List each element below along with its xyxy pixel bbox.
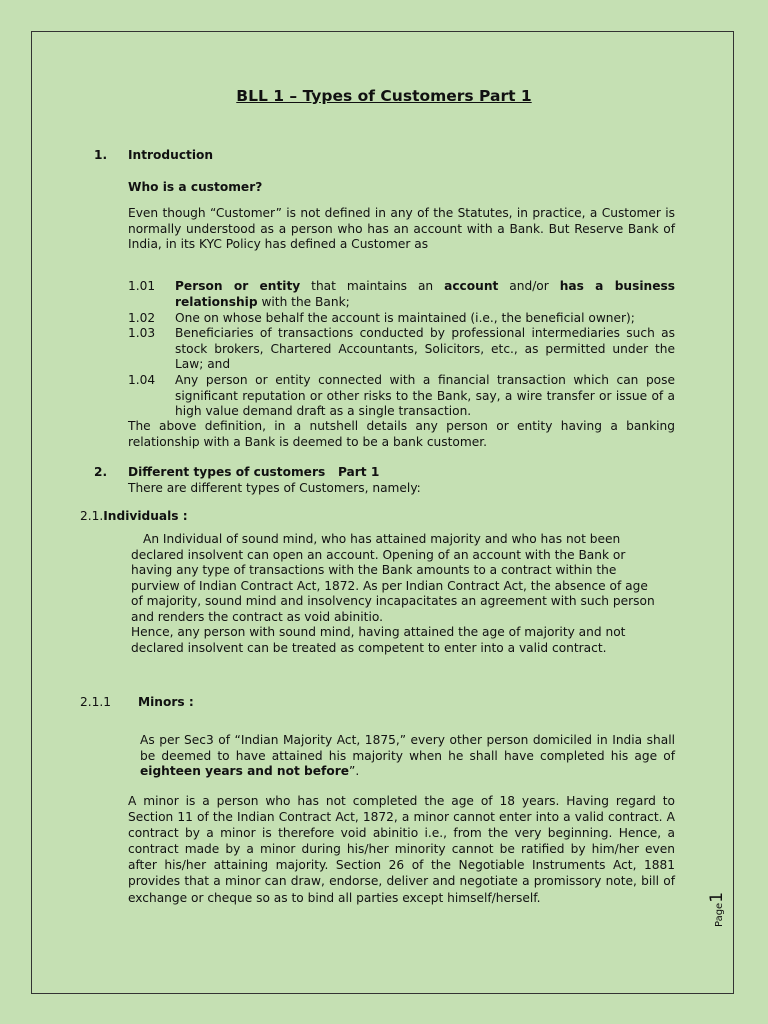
- item-text: Beneficiaries of transactions conducted by professional intermediaries such as stock brokers, Chartered Accountants, Solicitors, etc., as permitted under the Law; and: [175, 326, 675, 372]
- page-number-label: [707, 891, 751, 927]
- section-2-1-number: 2.1.: [80, 509, 104, 523]
- item-fragment: that maintains an: [300, 279, 445, 293]
- bold-phrase: has a business relationship: [175, 279, 675, 309]
- section-2-number: 2.: [94, 465, 108, 479]
- item-text: Any person or entity connected with a financial transaction which can pose significant reputation or other risks to the Bank, say, a wire transfer or issue of a high value demand draft as a single transaction.: [175, 373, 675, 419]
- document-title: BLL 1 – Types of Customers Part 1: [236, 87, 532, 105]
- section-2-heading: Different types of customers Part 1: [128, 465, 380, 479]
- page-word: Page: [714, 902, 725, 927]
- section-2-intro: There are different types of Customers, namely:: [128, 481, 421, 495]
- quote-end: ”.: [349, 764, 360, 779]
- individuals-paragraph-2: Hence, any person with sound mind, having attained the age of majority and not declared insolvent can be treated as competent to enter into a valid contract.: [131, 625, 626, 655]
- section-2-1-1-heading: Minors :: [138, 695, 194, 709]
- section-2-1-heading: [80, 509, 188, 525]
- bold-phrase: Person or entity: [175, 279, 301, 293]
- list-item: [0, 326, 768, 373]
- individuals-paragraph: An Individual of sound mind, who has attained majority and who has not been declared insolvent can open an account. Opening of an account with the Bank or having any type of transactions with the Bank amounts to a contract within the purview of Indian Contract Act, 1872. As per Indian Contract Act, the absence of age of majority, sound mind and insolvency incapacitates an agreement with such person and renders the contract as void abinitio.: [131, 532, 655, 624]
- section-1-paragraph: Even though “Customer” is not defined in any of the Statutes, in practice, a Customer is normally understood as a person who has an account with a Bank. But Reserve Bank of India, in its KYC Policy has defined a Customer as: [128, 206, 675, 252]
- list-item: [0, 373, 768, 420]
- section-2-1-1-number: 2.1.1: [80, 695, 112, 709]
- bold-phrase: account: [444, 279, 499, 293]
- definition-paragraph: The above definition, in a nutshell details any person or entity having a banking relationship with a Bank is deemed to be a bank customer.: [128, 419, 675, 449]
- quote-bold: eighteen years and not before: [140, 764, 349, 779]
- majority-act-quote: [140, 733, 675, 780]
- item-number: 1.02: [128, 311, 156, 325]
- item-fragment: with the Bank;: [257, 294, 350, 309]
- section-1-number: 1.: [94, 148, 108, 162]
- section-2-1-title: Individuals :: [103, 509, 188, 523]
- item-fragment: and/or: [498, 279, 560, 293]
- list-item: [0, 311, 768, 327]
- item-number: 1.03: [128, 326, 156, 340]
- section-1-heading: Introduction: [128, 148, 214, 162]
- list-item: [0, 279, 768, 311]
- minors-paragraph: A minor is a person who has not completed the age of 18 years. Having regard to Section 11 of the Indian Contract Act, 1872, a minor cannot enter into a valid contract. A contract by a minor is therefore void abinitio i.e., from the very beginning. Hence, a contract made by a minor during his/her minority cannot be ratified by him/her even after his/her attaining majority. Section 26 of the Negotiable Instruments Act, 1881 provides that a minor can draw, endorse, deliver and negotiate a promissory note, bill of exchange or cheque so as to bind all parties except himself/herself.: [128, 794, 675, 905]
- section-1-subheading: Who is a customer?: [128, 180, 263, 194]
- page-number: 1: [707, 891, 727, 903]
- item-text: One on whose behalf the account is maintained (i.e., the beneficial owner);: [175, 311, 635, 325]
- item-number: 1.04: [128, 373, 156, 387]
- quote-text: As per Sec3 of “Indian Majority Act, 1875,” every other person domiciled in India shall be deemed to have attained his majority when he shall have completed his age of: [140, 733, 675, 763]
- item-text: [175, 279, 675, 310]
- item-number: 1.01: [128, 279, 156, 293]
